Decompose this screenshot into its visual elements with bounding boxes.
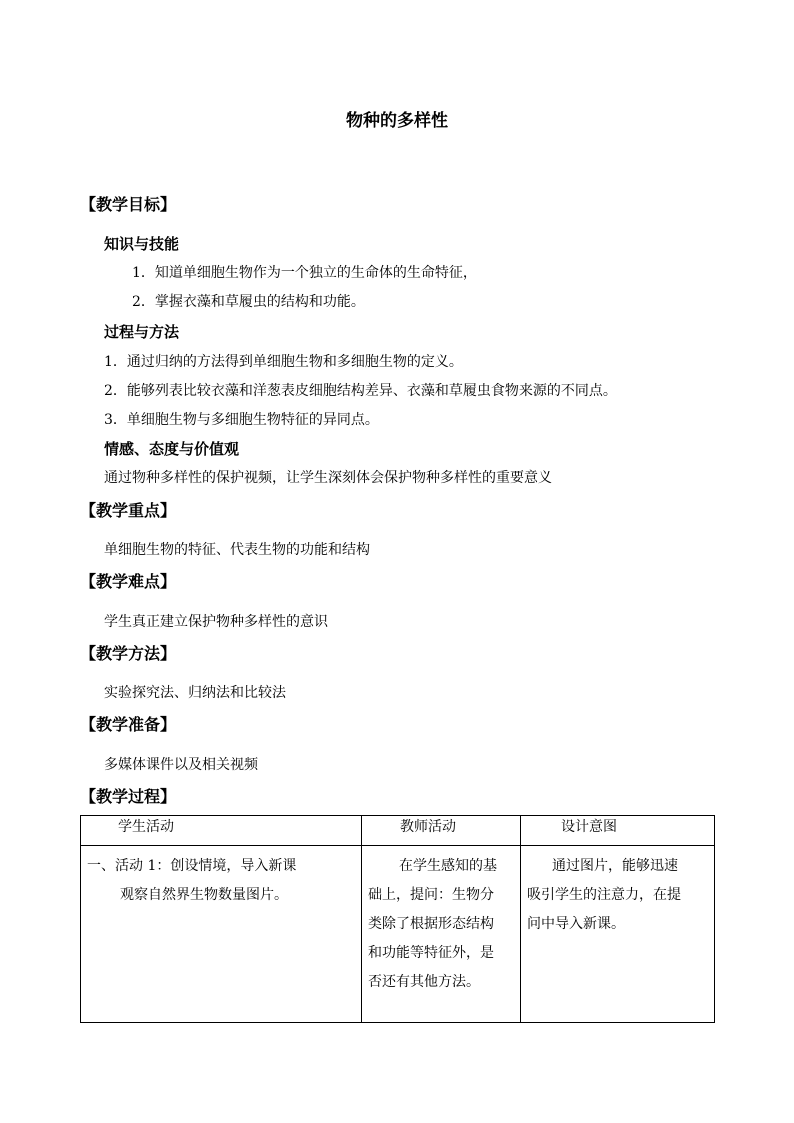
section-preparation: 【教学准备】 xyxy=(80,715,177,734)
process-heading: 过程与方法 xyxy=(104,323,180,341)
design-intent-line: 通过图片，能够迅速 xyxy=(552,858,678,874)
section-procedure: 【教学过程】 xyxy=(80,787,177,806)
teacher-activity-cell xyxy=(362,846,521,1023)
design-intent-cell xyxy=(521,846,715,1023)
knowledge-item-2: 2．掌握衣藻和草履虫的结构和功能。 xyxy=(132,294,365,310)
header-teacher-label: 教师活动 xyxy=(400,819,456,835)
header-cell-student xyxy=(81,816,362,846)
header-design-label: 设计意图 xyxy=(561,819,617,835)
design-intent-line: 问中导入新课。 xyxy=(527,916,625,932)
teacher-activity-line: 和功能等特征外，是 xyxy=(368,945,494,961)
preparation-text: 多媒体课件以及相关视频 xyxy=(104,757,258,773)
section-key-points: 【教学重点】 xyxy=(80,501,177,520)
section-difficulties: 【教学难点】 xyxy=(80,572,177,591)
emotion-heading: 情感、态度与价值观 xyxy=(104,440,240,458)
student-activity-cell xyxy=(81,846,362,1023)
header-cell-design xyxy=(521,816,715,846)
difficulties-text: 学生真正建立保护物种多样性的意识 xyxy=(104,614,328,630)
teacher-activity-line: 础上，提问：生物分 xyxy=(368,887,494,903)
document-title: 物种的多样性 xyxy=(346,111,448,131)
table-row xyxy=(81,846,715,1023)
process-item-3: 3．单细胞生物与多细胞生物特征的异同点。 xyxy=(104,412,379,428)
emotion-text: 通过物种多样性的保护视频，让学生深刻体会保护物种多样性的重要意义 xyxy=(104,470,552,486)
header-cell-teacher xyxy=(362,816,521,846)
teacher-activity-line: 在学生感知的基 xyxy=(399,858,497,874)
teacher-activity-line: 类除了根据形态结构 xyxy=(368,916,494,932)
process-item-1: 1．通过归纳的方法得到单细胞生物和多细胞生物的定义。 xyxy=(104,354,463,370)
student-activity-line: 一、活动 1：创设情境，导入新课 xyxy=(87,858,297,874)
student-activity-line: 观察自然界生物数量图片。 xyxy=(120,887,288,903)
methods-text: 实验探究法、归纳法和比较法 xyxy=(104,685,286,701)
knowledge-item-1: 1．知道单细胞生物作为一个独立的生命体的生命特征， xyxy=(132,265,477,281)
key-points-text: 单细胞生物的特征、代表生物的功能和结构 xyxy=(104,542,370,558)
process-item-2: 2．能够列表比较衣藻和洋葱表皮细胞结构差异、衣藻和草履虫食物来源的不同点。 xyxy=(104,383,617,399)
procedure-table xyxy=(80,815,715,1023)
section-methods: 【教学方法】 xyxy=(80,644,177,663)
teacher-activity-line: 否还有其他方法。 xyxy=(368,974,480,990)
design-intent-line: 吸引学生的注意力，在提 xyxy=(527,887,681,903)
table-header-row xyxy=(81,816,715,846)
section-objectives: 【教学目标】 xyxy=(80,195,177,214)
header-student-label: 学生活动 xyxy=(118,819,174,835)
knowledge-heading: 知识与技能 xyxy=(104,235,180,253)
